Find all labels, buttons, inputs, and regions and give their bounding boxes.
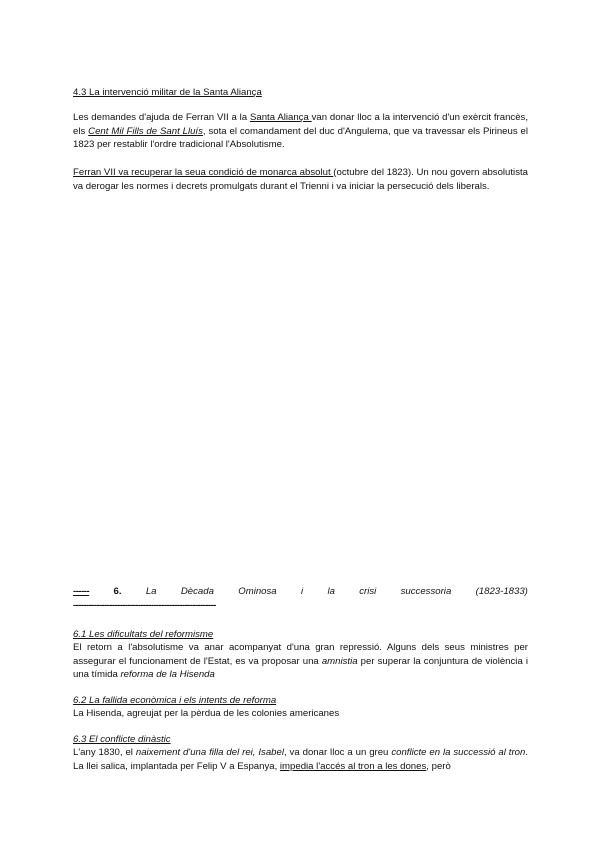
section-6-3-paragraph: L'any 1830, el naixement d'una filla del rei, Isabel, va donar lloc a un greu conflicte en la successió al tron. La llei salica, implantada per Felip V a Espanya, impedia l'accés al tron a les dones, però — [73, 747, 528, 772]
section-6-2-paragraph: La Hisenda, agreujat per la pèrdua de les colonies americanes — [73, 708, 340, 719]
section-6-dash-rule: ------------------------------------------------------- — [73, 600, 216, 611]
section-4-3-title: 4.3 La intervenció militar de la Santa Aliança — [73, 87, 262, 98]
link-santa-alianca: Santa Aliança — [249, 112, 312, 123]
section-6-1-title: 6.1 Les dificultats del reformisme — [73, 629, 214, 640]
section-4-3-paragraph-1: Les demandes d'ajuda de Ferran VII a la Santa Aliança van donar lloc a la intervenció d'un exèrcit francès, els Cent Mil Fills de Sant Lluís, sota el comandament del duc d'Angulema, que va travessar els Pirineus el 1823 per restablir l'ordre tradicional l'Absolutisme. — [73, 112, 528, 151]
section-6-1-paragraph: El retorn a l'absolutisme va anar acompanyat d'una gran repressió. Alguns dels seus ministres per assegurar el funcionament de l'Estat, es va proposar una amnistia per superar la conjuntura de violència i una tímida reforma de la Hisenda — [73, 642, 528, 681]
section-6-heading: ------ 6. La Dècada Ominosa i la crisi successoria (1823-1833) — [73, 586, 528, 597]
section-4-3-paragraph-2: Ferran VII va recuperar la seua condició de monarca absolut (octubre del 1823). Un nou govern absolutista va derogar les normes i decrets promulgats durant el Trienni i va iniciar la persecució dels liberals. — [73, 167, 528, 192]
section-6-2-title: 6.2 La fallida econòmica i els intents de reforma — [73, 695, 277, 706]
section-6-3-title: 6.3 El conflicte dinàstic — [73, 734, 171, 745]
